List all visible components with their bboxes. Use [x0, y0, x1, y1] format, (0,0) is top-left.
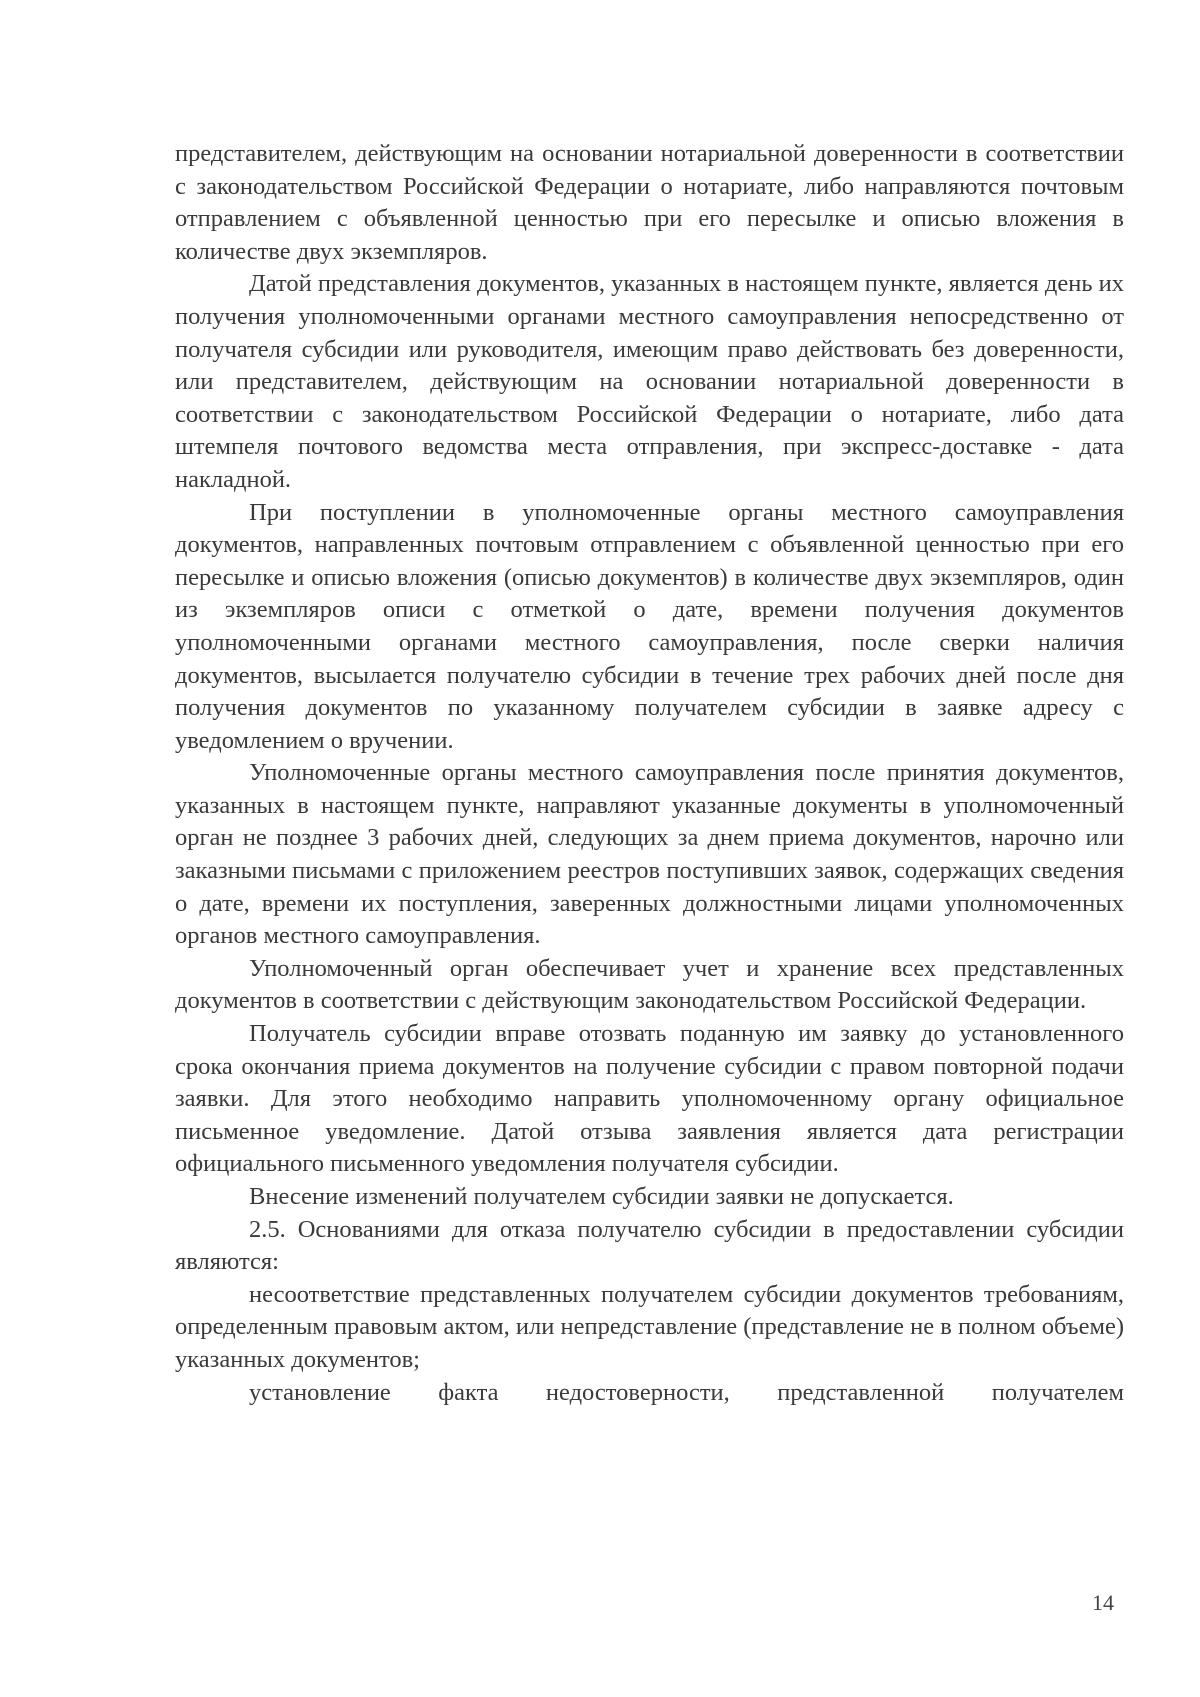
paragraph-submission-date: Датой представления документов, указанных в настоящем пункте, является день их получения уполномоченными органами местного самоуправления непосредственно от получателя субсидии или руководителя, имеющим право действовать без доверенности, или представителем, действующим на основании нотариальной доверенности в соответствии с законодательством Российской Федерации о нотариате, либо дата штемпеля почтового ведомства места отправления, при экспресс-доставке - дата накладной.	[175, 270, 1124, 493]
paragraph-refusal-grounds: 2.5. Основаниями для отказа получателю субсидии в предоставлении субсидии являются:	[175, 1215, 1124, 1276]
paragraph-postal-receipt: При поступлении в уполномоченные органы местного самоуправления документов, направленных почтовым отправлением с объявленной ценностью при его пересылке и описью вложения (описью документов) в количестве двух экземпляров, один из экземпляров описи с отметкой о дате, времени получения документов уполномоченными органами местного самоуправления, после сверки наличия документов, высылается получателю субсидии в течение трех рабочих дней после дня получения документов по указанному получателем субсидии в заявке адресу с уведомлением о вручении.	[175, 498, 1124, 754]
paragraph-refusal-item-2: установление факта недостоверности, представленной получателем	[249, 1378, 1124, 1406]
paragraph-no-changes: Внесение изменений получателем субсидии заявки не допускается.	[249, 1183, 954, 1210]
paragraph-forwarding-documents: Уполномоченные органы местного самоуправления после принятия документов, указанных в настоящем пункте, направляют указанные документы в уполномоченный орган не позднее 3 рабочих дней, следующих за днем приема документов, нарочно или заказными письмами с приложением реестров поступивших заявок, содержащих сведения о дате, времени их поступления, заверенных должностными лицами уполномоченных органов местного самоуправления.	[175, 759, 1124, 950]
page-number: 14	[1092, 1590, 1114, 1615]
paragraph-continuation: представителем, действующим на основании нотариальной доверенности в соответствии с законодательством Российской Федерации о нотариате, либо направляются почтовым отправлением с объявленной ценностью при его пересылке и описью вложения в количестве двух экземпляров.	[175, 140, 1124, 265]
paragraph-application-withdrawal: Получатель субсидии вправе отозвать поданную им заявку до установленного срока окончания приема документов на получение субсидии с правом повторной подачи заявки. Для этого необходимо направить уполномоченному органу официальное письменное уведомление. Датой отзыва заявления является дата регистрации официального письменного уведомления получателя субсидии.	[175, 1020, 1124, 1178]
paragraph-refusal-item-1: несоответствие представленных получателем субсидии документов требованиям, определенным правовым актом, или непредставление (представление не в полном объеме) указанных документов;	[175, 1280, 1124, 1373]
paragraph-document-storage: Уполномоченный орган обеспечивает учет и хранение всех представленных документов в соответствии с действующим законодательством Российской Федерации.	[175, 954, 1124, 1015]
document-body	[175, 138, 1124, 1409]
